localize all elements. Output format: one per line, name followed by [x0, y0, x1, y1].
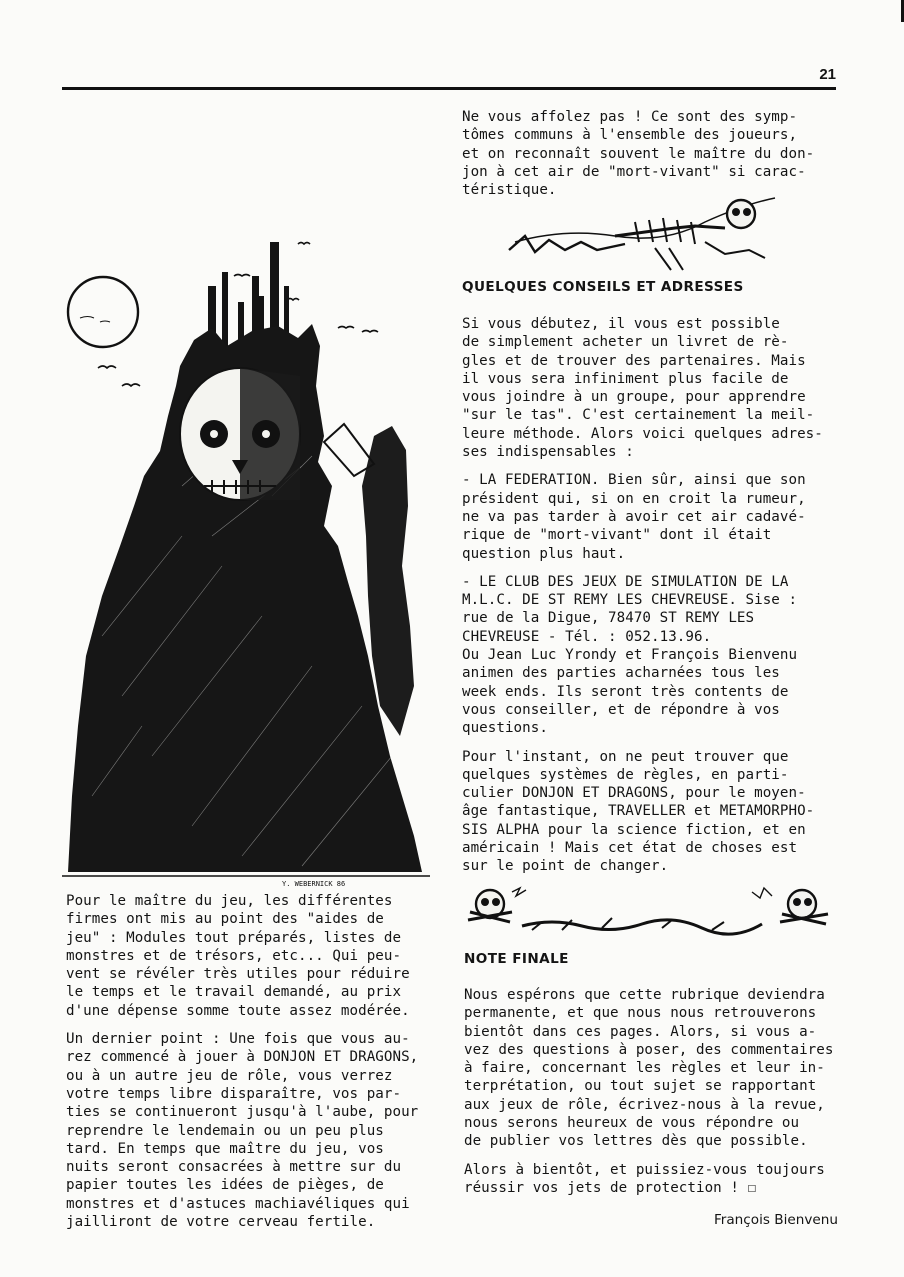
header-rule [62, 87, 836, 90]
section-title-conseils: QUELQUES CONSEILS ET ADRESSES [462, 279, 744, 295]
section-note-finale-body [464, 986, 833, 1197]
conseils-paragraph-1: Si vous débutez, il vous est possible de simplement acheter un livret de rè- gles et de trouver des partenaires. Mais il vous sera infiniment plus facile de vous joindre à un groupe, pour apprendre "sur le tas". C'est certainement la meil- leure méthode. Alors voici quelques adres- ses indispensables : [462, 316, 823, 461]
author-signature: François Bienvenu [713, 1212, 838, 1228]
section-conseils [462, 278, 744, 296]
section-conseils-body [462, 315, 823, 876]
intro-paragraph: Ne vous affolez pas ! Ce sont des symp- tômes communs à l'ensemble des joueurs, et on reconnaît souvent le maître du don- jon à cet air de "mort-vivant" si carac- téristique. [462, 109, 815, 199]
conseils-paragraph-4: Pour l'instant, on ne peut trouver que quelques systèmes de règles, en parti- culier DONJON ET DRAGONS, pour le moyen- âge fantastique, TRAVELLER et METAMORPHO- SIS ALPHA pour la science fiction, et en américain ! Mais cet état de choses est sur le point de changer. [462, 748, 815, 875]
moon-icon [68, 277, 138, 347]
skulls-divider-illustration [462, 884, 836, 942]
conseils-paragraph-3: - LE CLUB DES JEUX DE SIMULATION DE LA M.L.C. DE ST REMY LES CHEVREUSE. Sise : rue de la Digue, 78470 ST REMY LES CHEVREUSE - Tél. : 052.13.96. Ou Jean Luc Yrondy et François Bienvenu animen des parties acharnées tous les week ends. Ils seront très contents de vous conseiller, et de répondre à vos questions. [462, 573, 798, 737]
note-paragraph-1: Nous espérons que cette rubrique deviendra permanente, et que nous nous retrouverons bientôt dans ces pages. Alors, si vous a- vez des questions à poser, des commentaires à faire, concernant les règles et leur in- terprétation, ou tout sujet se rapportant aux jeux de rôle, écrivez-nous à la revue, nous serons heureux de vous répondre ou de publier vos lettres dès que possible. [464, 987, 834, 1150]
left-paragraph-1: Pour le maître du jeu, les différentes firmes ont mis au point des "aides de jeu" : Modules tout préparés, listes de monstres et de trésors, etc... Qui peu- vent se révéler très utiles pour réduire le temps et le travail demandé, au prix d'une dépense somme toute assez modérée. [66, 893, 410, 1019]
skeleton-illustration [505, 192, 790, 274]
page-number: 21 [819, 66, 836, 83]
artist-signature: Y. WEBERNICK 86 [282, 880, 346, 886]
conseils-paragraph-2: - LA FEDERATION. Bien sûr, ainsi que son président qui, si on en croit la rumeur, ne va pas tarder à avoir cet air cadavé- rique de "mort-vivant" dont il était question plus haut. [462, 472, 806, 562]
note-paragraph-2: Alors à bientôt, et puissiez-vous toujours réussir vos jets de protection ! ☐ [464, 1161, 825, 1196]
right-intro [462, 108, 814, 199]
left-paragraph-2: Un dernier point : Une fois que vous au- rez commencé à jouer à DONJON ET DRAGONS, ou à un autre jeu de rôle, vous verrez votre temps libre disparaître, vos par- ties se continueront jusqu'à l'aube, pour reprendre le lendemain ou un peu plus tard. En temps que maître du jeu, vos nuits seront consacrées à mettre sur du papier toutes les idées de pièges, de monstres et d'astuces machiavéliques qui jailliront de votre cerveau fertile. [66, 1031, 419, 1231]
left-column [66, 892, 418, 1231]
section-title-note-finale: NOTE FINALE [464, 951, 569, 967]
castle-skull-illustration [62, 236, 430, 886]
section-note-finale [464, 950, 569, 968]
castle-skull-drawing [62, 236, 430, 886]
